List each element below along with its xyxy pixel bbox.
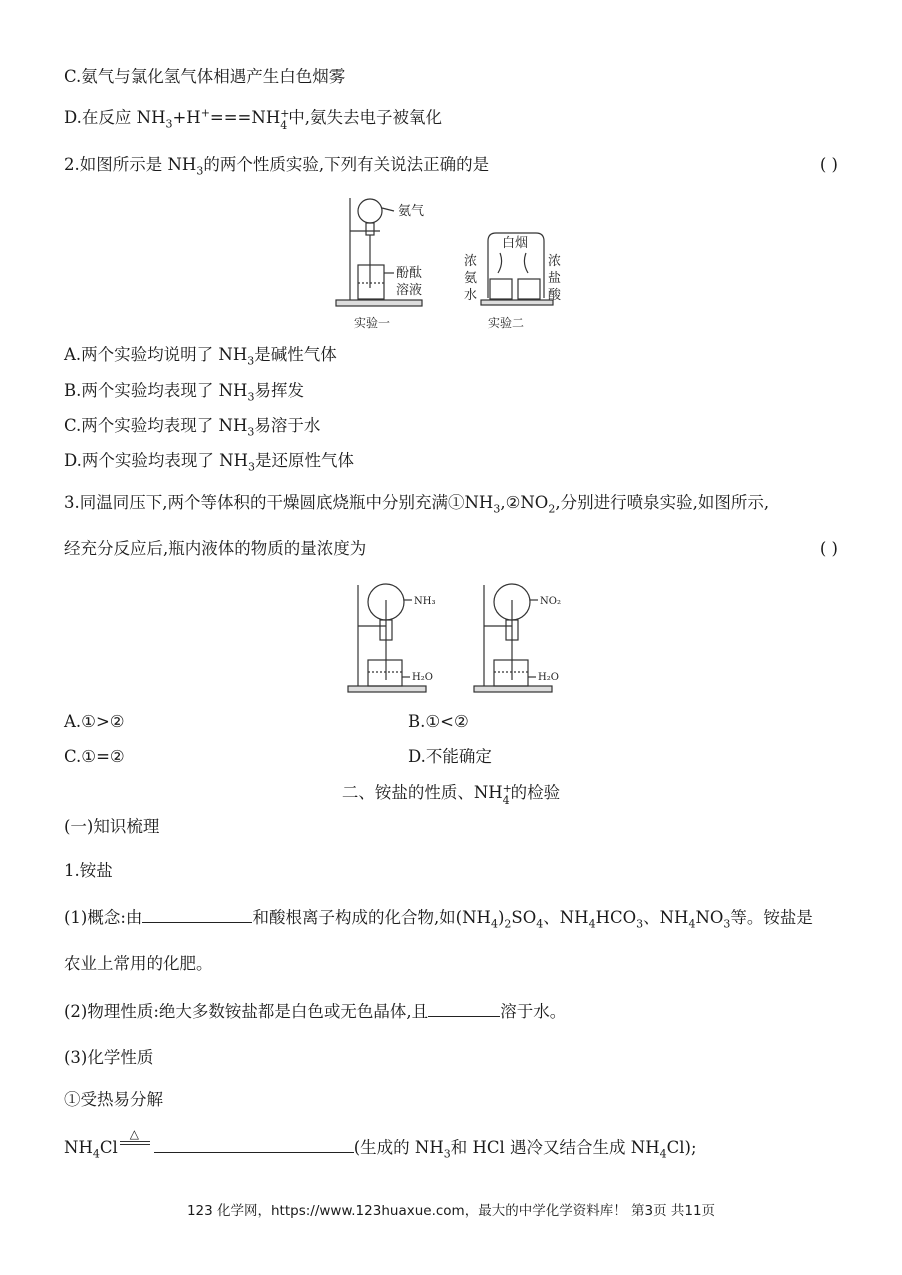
- q3-figure: [346, 580, 571, 698]
- q2-option-d: D.两个实验均表现了 $NH_3$是还原性气体: [64, 451, 354, 474]
- label-water-left: H₂O: [412, 672, 433, 683]
- section-title: 二、铵盐的性质、NH + 4 的检验: [341, 782, 561, 807]
- q3-option-d: D.不能确定: [408, 747, 492, 766]
- subsection-heading: (一)知识梳理: [64, 817, 160, 836]
- q3-option-a: A.①>②: [64, 712, 125, 731]
- q2-option-a: A.两个实验均说明了 $NH_3$是碱性气体: [64, 345, 337, 368]
- q2-stem: 2.如图所示是 $NH_3$的两个性质实验,下列有关说法正确的是: [64, 155, 490, 178]
- page-footer: 123 化学网，https://www.123huaxue.com，最大的中学化学资料库！ 第3页 共11页: [186, 1203, 716, 1219]
- heat-condition: △: [120, 1137, 152, 1153]
- chemical-property: (3)化学性质: [64, 1048, 154, 1067]
- label-phenol-2: 溶液: [396, 283, 423, 298]
- caption-exp1: 实验一: [354, 316, 391, 330]
- q2-option-c: C.两个实验均表现了 $NH_3$易溶于水: [64, 416, 321, 439]
- q2-option-b: B.两个实验均表现了 $NH_3$易挥发: [64, 381, 304, 404]
- q2-answer-paren: ( ): [819, 155, 838, 174]
- label-water-right: H₂O: [538, 672, 559, 683]
- caption-exp2: 实验二: [488, 316, 525, 330]
- physical-property: (2)物理性质:绝大多数铵盐都是白色或无色晶体,且 溶于水。: [64, 1002, 567, 1021]
- blank-products[interactable]: [154, 1136, 354, 1153]
- label-conc-hcl-2: 盐: [548, 271, 562, 286]
- item-heading: 1.铵盐: [64, 861, 113, 880]
- concept-line: (1)概念:由 和酸根离子构成的化合物,如$(NH_4)_2SO_4$、$NH_4HCO_3$、$NH_4NO_3$等。铵盐是: [64, 908, 813, 931]
- label-nh3: NH₃: [414, 596, 436, 607]
- q3-option-c: C.①=②: [64, 747, 125, 766]
- q3-answer-paren: ( ): [819, 539, 838, 558]
- q1-option-d: D.在反应 $NH_3+H^+===NH$ + 4 中,氨失去电子被氧化: [64, 106, 442, 132]
- blank-solubility[interactable]: [428, 1000, 500, 1017]
- q2-figure: [328, 193, 568, 338]
- label-conc-hcl-3: 酸: [548, 288, 562, 303]
- label-no2: NO₂: [540, 596, 561, 607]
- heat-decompose: ①受热易分解: [64, 1090, 163, 1109]
- label-phenol-1: 酚酞: [396, 266, 423, 281]
- q1-option-c: C.氨气与氯化氢气体相遇产生白色烟雾: [64, 67, 346, 86]
- label-smoke: 白烟: [502, 236, 529, 251]
- label-ammonia: 氨气: [398, 204, 425, 219]
- q3-stem-line2: 经充分反应后,瓶内液体的物质的量浓度为: [64, 539, 367, 558]
- label-conc-ammonia-2: 氨: [464, 271, 478, 286]
- blank-concept[interactable]: [142, 906, 252, 923]
- label-conc-ammonia-1: 浓: [464, 254, 478, 269]
- label-conc-ammonia-3: 水: [464, 288, 478, 303]
- label-conc-hcl-1: 浓: [548, 254, 562, 269]
- q3-stem-line1: 3.同温同压下,两个等体积的干燥圆底烧瓶中分别充满$①NH_3,②NO_2$,分别进行喷泉实验,如图所示,: [64, 493, 770, 516]
- decompose-equation: $NH_4Cl$ △ (生成的 $NH_3$和 HCl 遇冷又结合生成 $NH_4Cl$);: [64, 1127, 697, 1161]
- concept-line-2: 农业上常用的化肥。: [64, 954, 213, 973]
- q3-option-b: B.①<②: [408, 712, 469, 731]
